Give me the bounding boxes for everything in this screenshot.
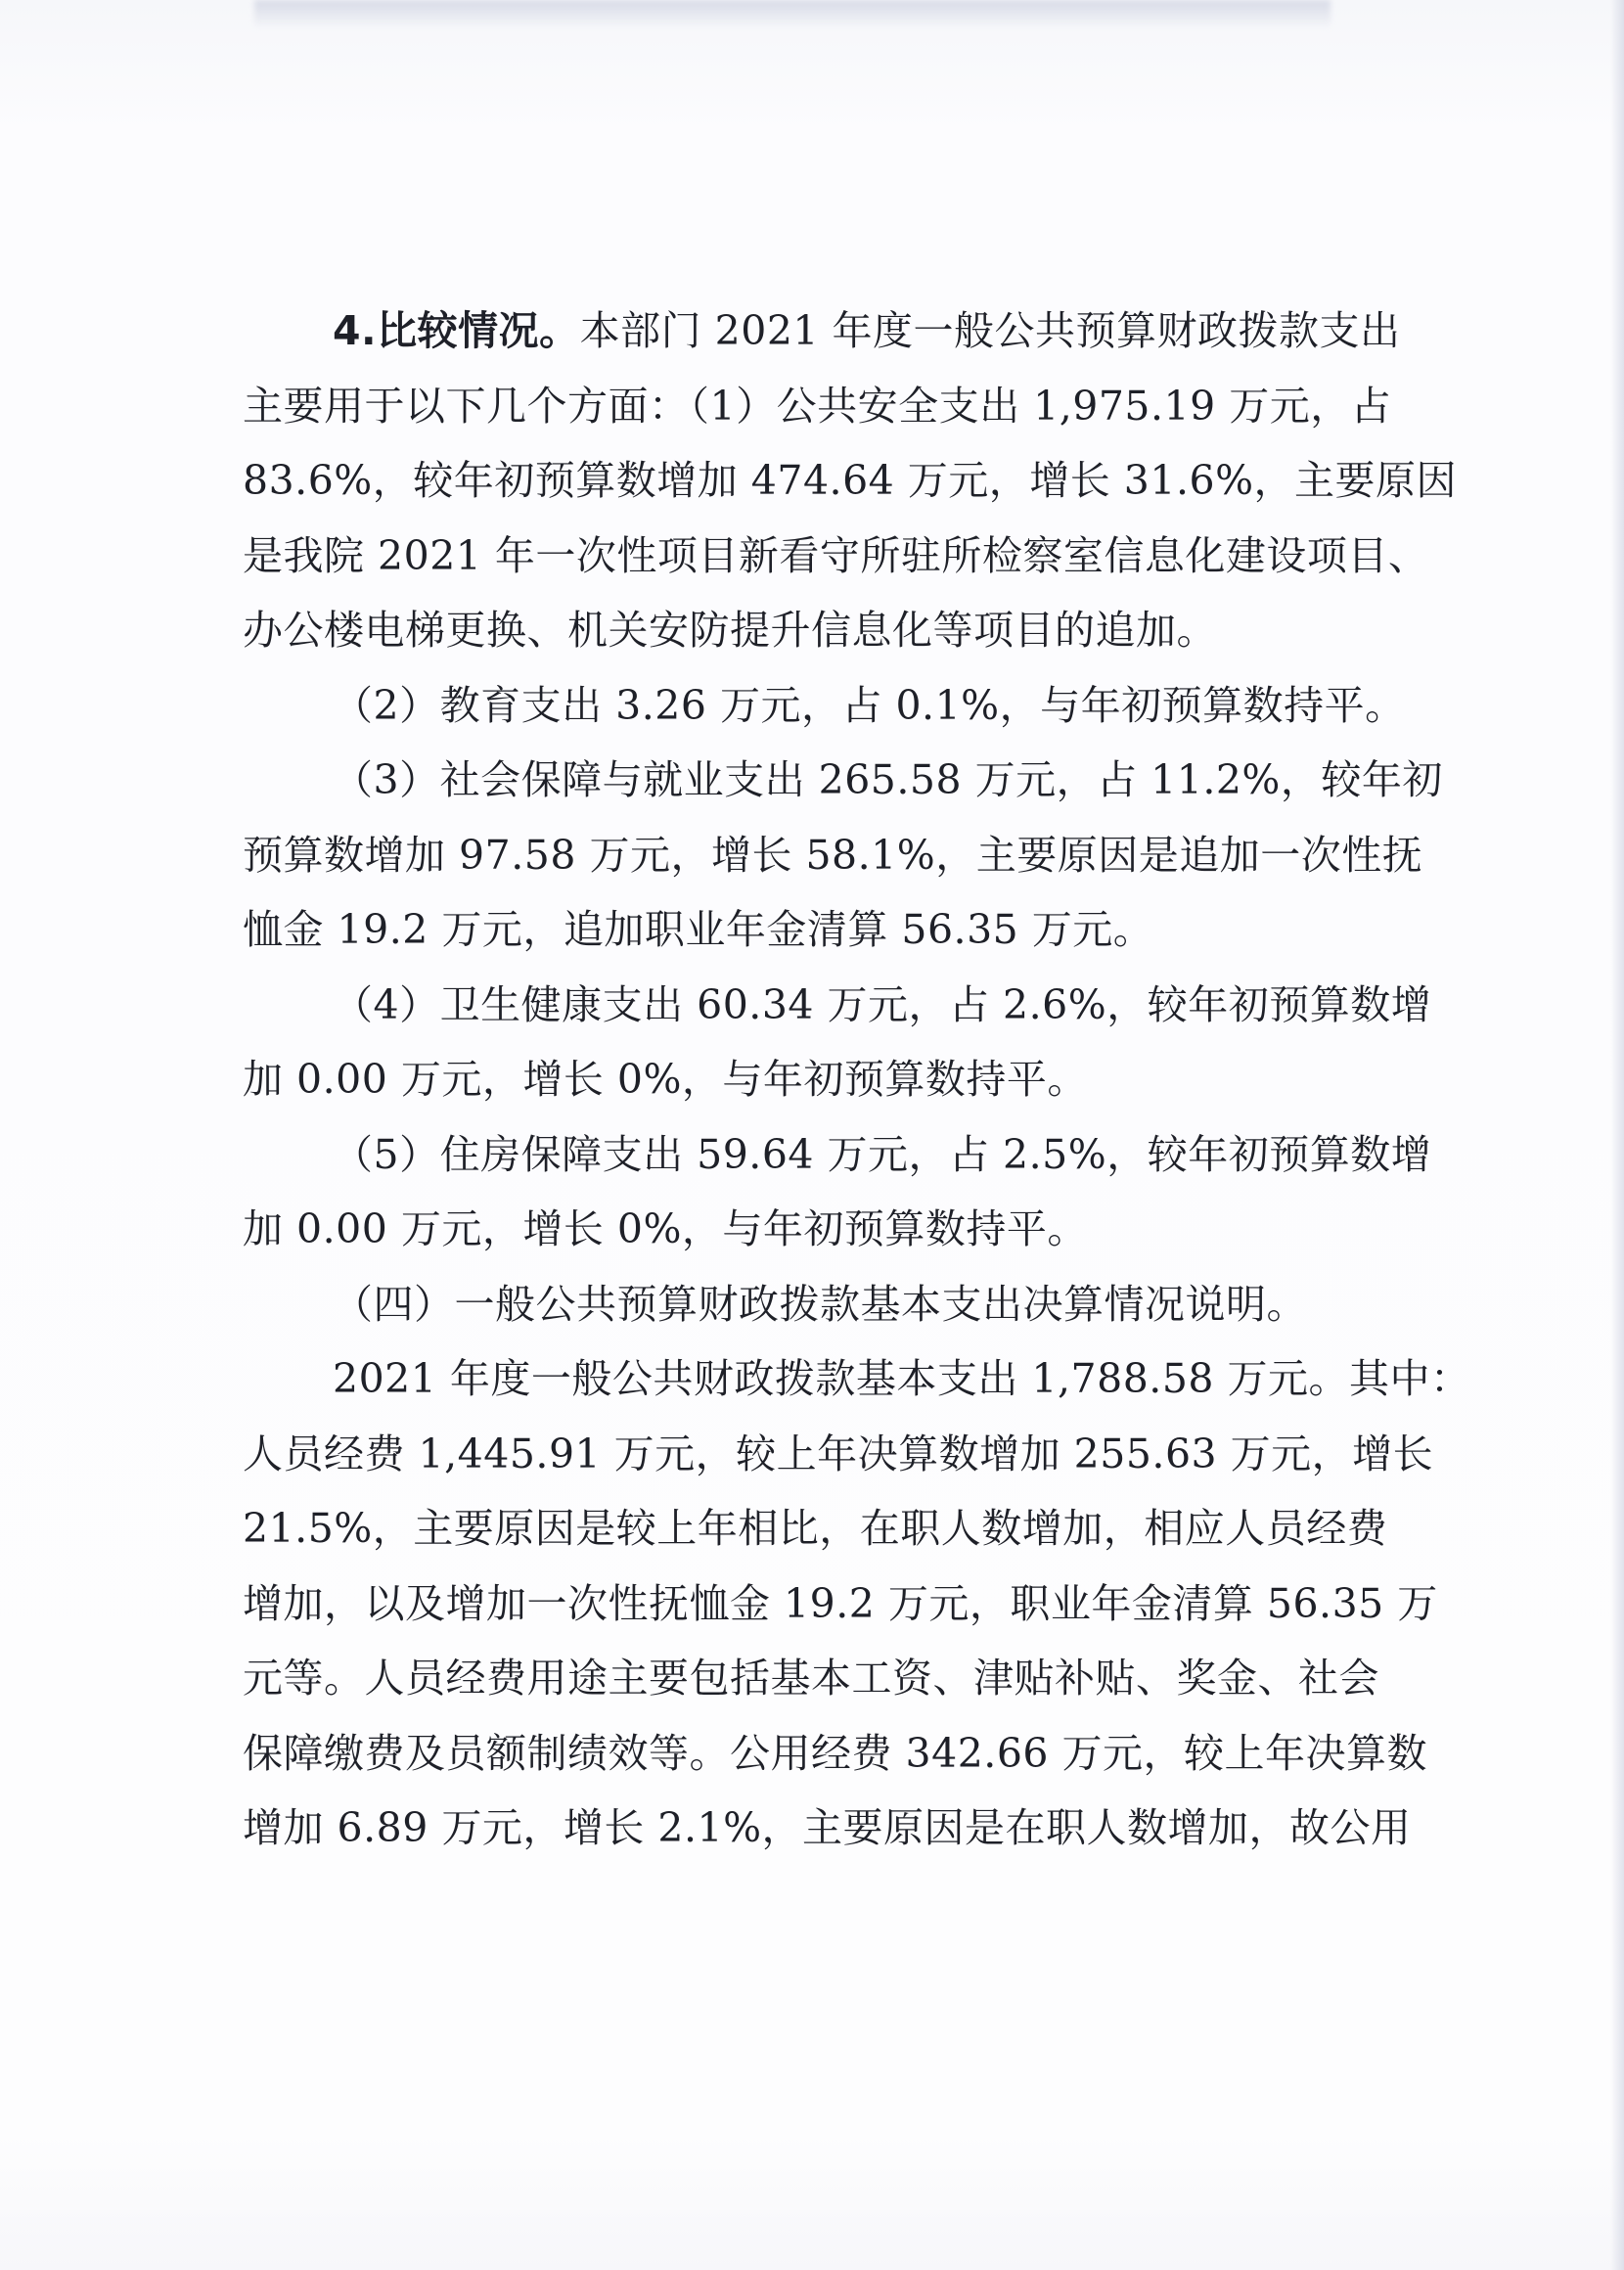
comparison-line-2: 主要用于以下几个方面：（1）公共安全支出 1,975.19 万元，占 xyxy=(243,382,1392,430)
item-3-line-1: （3）社会保障与就业支出 265.58 万元，占 11.2%，较年初 xyxy=(333,756,1443,803)
item-4-line-2: 加 0.00 万元，增长 0%，与年初预算数持平。 xyxy=(243,1056,1088,1103)
section-4-line-2: 人员经费 1,445.91 万元，较上年决算数增加 255.63 万元，增长 xyxy=(243,1430,1434,1477)
section-4-line-7: 增加 6.89 万元，增长 2.1%，主要原因是在职人数增加，故公用 xyxy=(243,1804,1412,1851)
section-4-line-6: 保障缴费及员额制绩效等。公用经费 342.66 万元，较上年决算数 xyxy=(243,1729,1428,1777)
document-body xyxy=(243,294,1471,1866)
scan-edge xyxy=(1610,0,1624,2270)
item-4-line-1: （4）卫生健康支出 60.34 万元，占 2.6%，较年初预算数增 xyxy=(333,980,1432,1028)
comparison-line-3: 83.6%，较年初预算数增加 474.64 万元，增长 31.6%，主要原因 xyxy=(243,457,1458,504)
item-3-line-2: 预算数增加 97.58 万元，增长 58.1%，主要原因是追加一次性抚 xyxy=(243,831,1423,879)
section-4-line-3: 21.5%，主要原因是较上年相比，在职人数增加，相应人员经费 xyxy=(243,1505,1388,1552)
scan-shadow xyxy=(254,0,1331,29)
section-4-heading: （四）一般公共预算财政拨款基本支出决算情况说明。 xyxy=(333,1280,1307,1328)
section-4-line-1: 2021 年度一般公共财政拨款基本支出 1,788.58 万元。其中： xyxy=(333,1355,1471,1402)
item-2-line: （2）教育支出 3.26 万元，占 0.1%，与年初预算数持平。 xyxy=(333,681,1406,729)
comparison-line-4: 是我院 2021 年一次性项目新看守所驻所检察室信息化建设项目、 xyxy=(243,531,1429,579)
item-5-line-1: （5）住房保障支出 59.64 万元，占 2.5%，较年初预算数增 xyxy=(333,1130,1432,1178)
item-5-line-2: 加 0.00 万元，增长 0%，与年初预算数持平。 xyxy=(243,1205,1088,1252)
comparison-heading: 4.比较情况。 xyxy=(333,307,580,354)
comparison-text: 本部门 2021 年度一般公共预算财政拨款支出 xyxy=(579,307,1401,354)
comparison-line-1 xyxy=(243,294,1446,369)
section-4-line-5: 元等。人员经费用途主要包括基本工资、津贴补贴、奖金、社会 xyxy=(243,1655,1379,1702)
comparison-line-5: 办公楼电梯更换、机关安防提升信息化等项目的追加。 xyxy=(243,607,1217,654)
item-3-line-3: 恤金 19.2 万元，追加职业年金清算 56.35 万元。 xyxy=(243,906,1154,953)
section-4-line-4: 增加，以及增加一次性抚恤金 19.2 万元，职业年金清算 56.35 万 xyxy=(243,1579,1438,1627)
